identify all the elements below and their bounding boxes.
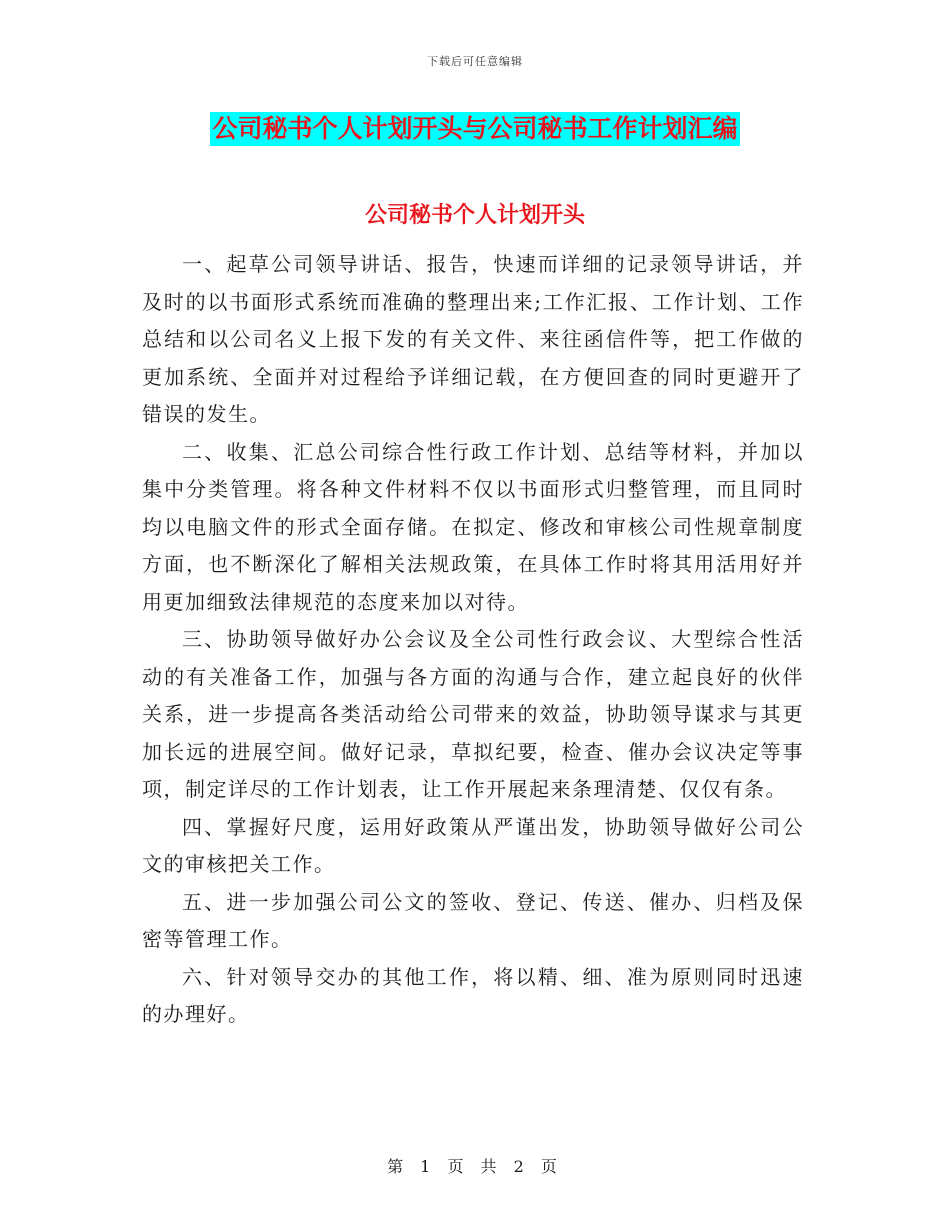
paragraph-5: 五、进一步加强公司公文的签收、登记、传送、催办、归档及保密等管理工作。 bbox=[142, 889, 804, 951]
page-indicator: 第 1 页 共 2 页 bbox=[387, 1157, 563, 1176]
document-title-container bbox=[0, 112, 950, 146]
document-body bbox=[142, 246, 804, 1034]
paragraph-4: 四、掌握好尺度，运用好政策从严谨出发，协助领导做好公司公文的审核把关工作。 bbox=[142, 814, 804, 876]
section-title: 公司秘书个人计划开头 bbox=[364, 202, 585, 228]
paragraph-3: 三、协助领导做好办公会议及全公司性行政会议、大型综合性活动的有关准备工作，加强与各方面的沟通与合作，建立起良好的伙伴关系，进一步提高各类活动给公司带来的效益，协助领导谋求与其更加长远的进展空间。做好记录，草拟纪要，检查、催办会议决定等事项，制定详尽的工作计划表，让工作开展起来条理清楚、仅仅有条。 bbox=[142, 627, 804, 801]
header-note: 下载后可任意编辑 bbox=[427, 55, 523, 68]
paragraph-2: 二、收集、汇总公司综合性行政工作计划、总结等材料，并加以集中分类管理。将各种文件材料不仅以书面形式归整管理，而且同时均以电脑文件的形式全面存储。在拟定、修改和审核公司性规章制度方面，也不断深化了解相关法规政策，在具体工作时将其用活用好并用更加细致法律规范的态度来加以对待。 bbox=[142, 439, 804, 614]
paragraph-1: 一、起草公司领导讲话、报告，快速而详细的记录领导讲话，并及时的以书面形式系统而准确的整理出来;工作汇报、工作计划、工作总结和以公司名义上报下发的有关文件、来往函信件等，把工作做的更加系统、全面并对过程给予详细记载，在方便回查的同时更避开了错误的发生。 bbox=[142, 252, 804, 426]
paragraph-6: 六、针对领导交办的其他工作，将以精、细、准为原则同时迅速的办理好。 bbox=[142, 964, 804, 1026]
document-title: 公司秘书个人计划开头与公司秘书工作计划汇编 bbox=[210, 112, 739, 146]
